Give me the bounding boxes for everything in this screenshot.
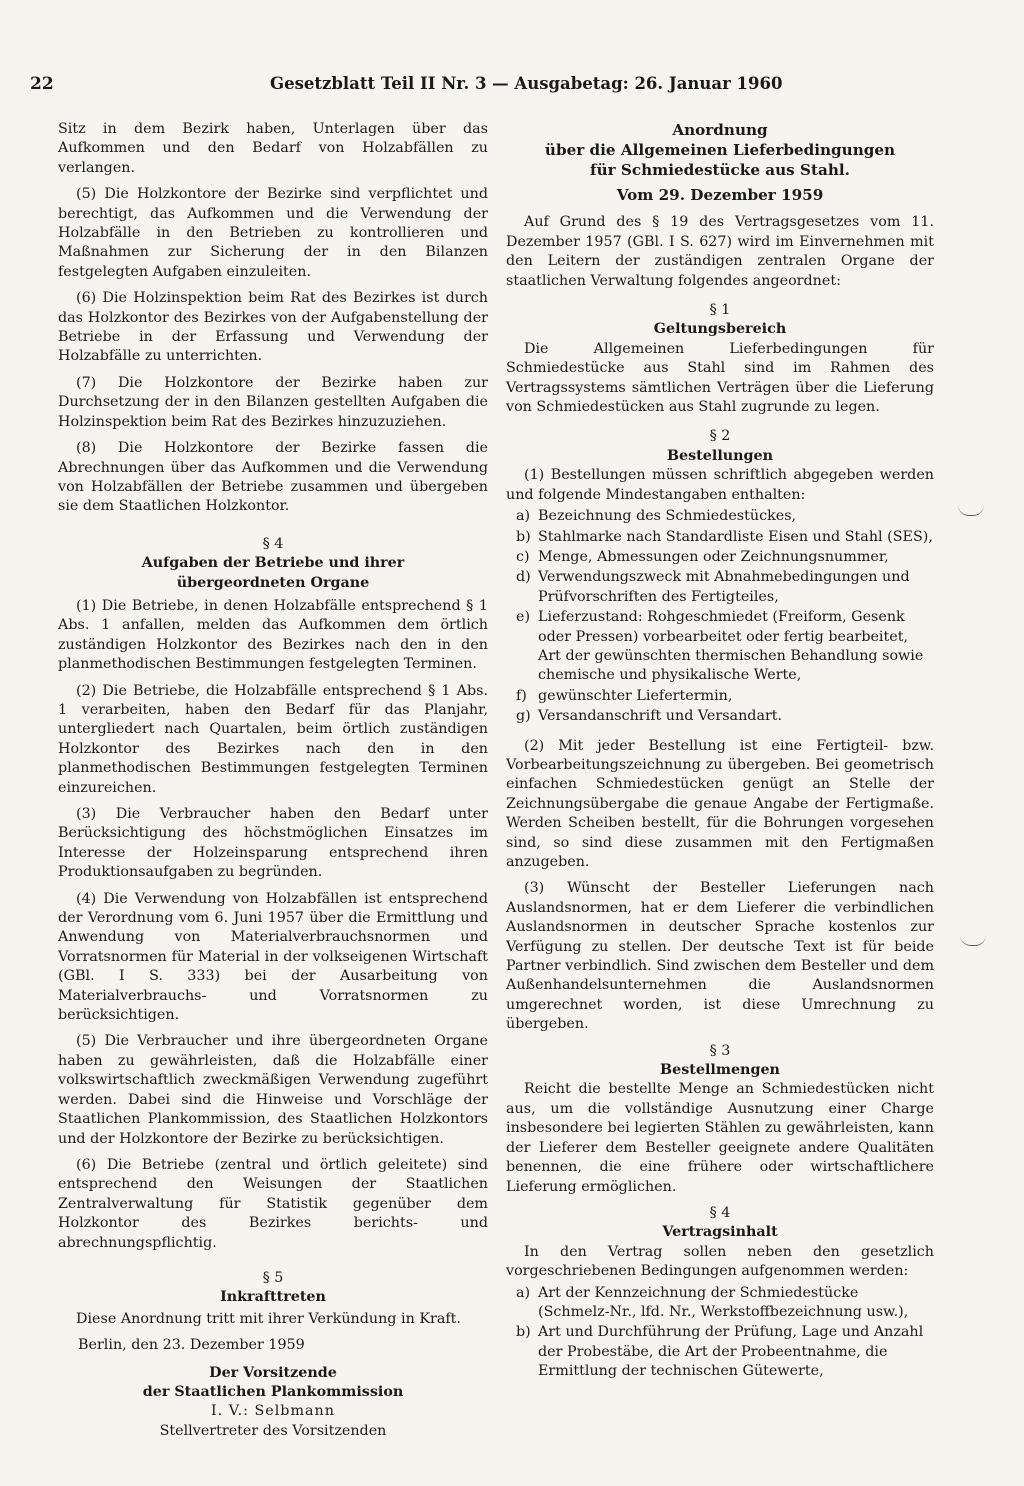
paragraph-6: (6) Die Holzinspektion beim Rat des Bezirkes ist durch das Holzkontor des Bezirkes von der Aufgabenstellung der Betriebe in der Erfassung und Verwendung der Holzabfälle zu unterrichten. xyxy=(58,290,488,365)
signatory-organ-2: der Staatlichen Plankommission xyxy=(142,1383,404,1400)
r-section-4-title: Vertragsinhalt xyxy=(662,1224,778,1241)
margin-pencil-mark xyxy=(960,935,986,946)
list-item: a) Art der Kennzeichnung der Schmiedestücke (Schmelz-Nr., lfd. Nr., Werkstoffbezeichnung usw.), xyxy=(516,1284,909,1320)
gazette-title: Gesetzblatt Teil II Nr. 3 — Ausgabetag: 26. Januar 1960 xyxy=(270,74,783,93)
list-item: c) Menge, Abmessungen oder Zeichnungsnummer, xyxy=(516,548,889,565)
r-section-2-list xyxy=(506,507,934,726)
list-item: d) Verwendungszweck mit Abnahmebedingungen und Prüfvorschriften des Fertigteiles, xyxy=(516,569,910,605)
paragraph-5: (5) Die Holzkontore der Bezirke sind verpflichtet und berechtigt, das Aufkommen und die Verwendung der Holzabfälle in den Betrieben zu kontrollieren und Maßnahmen zur Sicherung der in den Bilanzen festgelegten Aufgaben einzuleiten. xyxy=(58,186,488,280)
ordinance-title: Anordnung xyxy=(672,121,768,139)
list-item: b) Stahlmarke nach Standardliste Eisen und Stahl (SES), xyxy=(516,528,933,545)
paragraph-8: (8) Die Holzkontore der Bezirke fassen die Abrechnungen über das Aufkommen und die Verwendung von Holzabfällen der Betriebe zusammen und übergeben sie dem Staatlichen Holzkontor. xyxy=(58,440,488,515)
margin-pencil-mark xyxy=(958,505,984,516)
ordinance-subtitle-2: für Schmiedestücke aus Stahl. xyxy=(590,161,850,179)
section-4-paragraph-5: (5) Die Verbraucher und ihre übergeordneten Organe haben zu gewährleisten, daß die Holzabfälle einer volkswirtschaftlich zweckmäßigen Verwendung zugeführt werden. Dabei sind die Hinweise und Vorschläge der Staatlichen Plankommission, des Staatlichen Holzkontors und der Holzkontore der Bezirke zu berücksichtigen. xyxy=(58,1033,488,1147)
section-5-paragraph: Diese Anordnung tritt mit ihrer Verkündung in Kraft. xyxy=(76,1310,461,1327)
r-section-4-paragraph: In den Vertrag sollen neben den gesetzlich vorgeschriebenen Bedingungen aufgenommen werden: xyxy=(506,1243,934,1280)
section-4-title: Aufgaben der Betriebe und ihrer übergeordneten Organe xyxy=(141,555,405,591)
paragraph-7: (7) Die Holzkontore der Bezirke haben zur Durchsetzung der in den Bilanzen gestellten Aufgaben die Holzinspektion beim Rat des Bezirkes hinzuzuziehen. xyxy=(58,374,488,430)
list-item: e) Lieferzustand: Rohgeschmiedet (Freiform, Gesenk oder Pressen) vorbearbeitet oder fertig bearbeitet, Art der gewünschten thermischen Behandlung sowie chemische und physikalische Werte, xyxy=(516,609,924,684)
r-section-3-title: Bestellmengen xyxy=(660,1062,780,1079)
list-item: g) Versandanschrift und Versandart. xyxy=(516,708,783,725)
section-4-paragraph-4: (4) Die Verwendung von Holzabfällen ist entsprechend der Verordnung vom 6. Juni 1957 über die Ermittlung und Anwendung von Materialverbrauchsnormen und Vorratsnormen für Material in der volkseigenen Wirtschaft (GBl. I S. 333) bei der Ausarbeitung von Materialverbrauchs- und Vorratsnormen zu berücksichtigen. xyxy=(58,890,488,1024)
intro-paragraph: Auf Grund des § 19 des Vertragsgesetzes vom 11. Dezember 1957 (GBl. I S. 627) wird im Einvernehmen mit den Leitern der zuständigen zentralen Organe der staatlichen Verwaltung folgendes angeordnet: xyxy=(506,214,934,289)
r-section-1-number: § 1 xyxy=(709,302,731,319)
ordinance-subtitle-1: über die Allgemeinen Lieferbedingungen xyxy=(544,141,896,159)
paragraph-continuation: Sitz in dem Bezirk haben, Unterlagen über das Aufkommen und den Bedarf von Holzabfällen zu verlangen. xyxy=(58,121,488,176)
r-section-2-paragraph-1: (1) Bestellungen müssen schriftlich abgegeben werden und folgende Mindestangaben enthalten: xyxy=(506,467,934,503)
section-4-number: § 4 xyxy=(262,535,284,552)
signatory-role: Stellvertreter des Vorsitzenden xyxy=(159,1422,387,1439)
section-4-paragraph-1: (1) Die Betriebe, in denen Holzabfälle entsprechend § 1 Abs. 1 anfallen, melden das Aufkommen dem örtlich zuständigen Holzkontor des Bezirkes nach den in den planmethodischen Bestimmungen festgelegten Terminen. xyxy=(58,597,488,673)
r-section-2-paragraph-3: (3) Wünscht der Besteller Lieferungen nach Auslandsnormen, hat er dem Lieferer die verbindlichen Auslandsnormen in deutscher Sprache kostenlos zur Verfügung zu stellen. Der deutsche Text ist für beide Partner verbindlich. Sind zwischen dem Besteller und dem Außenhandelsunternehmen die Auslandsnormen umgerechnet worden, ist diese Umrechnung zu übergeben. xyxy=(506,880,934,1033)
page-number: 22 xyxy=(30,74,54,94)
list-item: f) gewünschter Liefertermin, xyxy=(516,687,733,704)
section-4-paragraph-6: (6) Die Betriebe (zentral und örtlich geleitete) sind entsprechend den Weisungen der Staatlichen Zentralverwaltung für Statistik gegenüber dem Holzkontor des Bezirkes berichts- und abrechnungspflichtig. xyxy=(58,1156,488,1251)
right-column xyxy=(506,120,934,1392)
page-header xyxy=(30,74,783,98)
list-item: b) Art und Durchführung der Prüfung, Lage und Anzahl der Probestäbe, die Art der Probeentnahme, die Ermittlung der technischen Gütewerte, xyxy=(516,1324,924,1380)
r-section-3-number: § 3 xyxy=(709,1042,731,1059)
section-5-number: § 5 xyxy=(262,1269,284,1286)
place-date: Berlin, den 23. Dezember 1959 xyxy=(78,1337,305,1354)
r-section-2-number: § 2 xyxy=(709,428,731,445)
section-4-paragraph-2: (2) Die Betriebe, die Holzabfälle entsprechend § 1 Abs. 1 verarbeiten, haben den Bedarf für das Planjahr, untergliedert nach Quartalen, beim örtlich zuständigen Holzkontor des Bezirkes nach den in den planmethodischen Bestimmungen festgelegten Terminen einzureichen. xyxy=(58,682,488,796)
r-section-2-title: Bestellungen xyxy=(666,447,774,464)
ordinance-date: Vom 29. Dezember 1959 xyxy=(616,186,824,204)
r-section-4-number: § 4 xyxy=(709,1204,731,1221)
signatory-organ-1: Der Vorsitzende xyxy=(209,1364,337,1381)
r-section-1-paragraph: Die Allgemeinen Lieferbedingungen für Schmiedestücke aus Stahl sind im Rahmen des Vertragssystems sämtlichen Verträgen über die Lieferung von Schmiedestücken aus Stahl zugrunde zu legen. xyxy=(506,340,934,416)
left-column xyxy=(58,120,488,1441)
section-4-paragraph-3: (3) Die Verbraucher haben den Bedarf unter Berücksichtigung des höchstmöglichen Einsatzes im Interesse der Holzeinsparung entsprechend ihren Produktionsaufgaben zu begründen. xyxy=(58,806,488,881)
section-5-title: Inkrafttreten xyxy=(220,1289,326,1306)
signatory-name: I. V.: Selbmann xyxy=(211,1403,335,1420)
r-section-1-title: Geltungsbereich xyxy=(653,321,787,338)
r-section-4-list xyxy=(506,1284,934,1382)
list-item: a) Bezeichnung des Schmiedestückes, xyxy=(516,508,797,525)
r-section-2-paragraph-2: (2) Mit jeder Bestellung ist eine Fertigteil- bzw. Vorbearbeitungszeichnung zu übergeben. Bei geometrisch einfachen Schmiedestücken genügt an Stelle der Zeichnungsübergabe die genaue Angabe der Fertigmaße. Werden Scheiben bestellt, für die Bohrungen vorgesehen sind, so sind diese zusammen mit den Fertigmaßen anzugeben. xyxy=(506,737,934,870)
r-section-3-paragraph: Reicht die bestellte Menge an Schmiedestücken nicht aus, um die vollständige Ausnutzung einer Charge insbesondere bei legierten Stählen zu gewährleisten, kann der Lieferer dem Besteller geeignete andere Qualitäten benennen, die eine frühere oder wirtschaftlichere Lieferung ermöglichen. xyxy=(506,1081,934,1195)
